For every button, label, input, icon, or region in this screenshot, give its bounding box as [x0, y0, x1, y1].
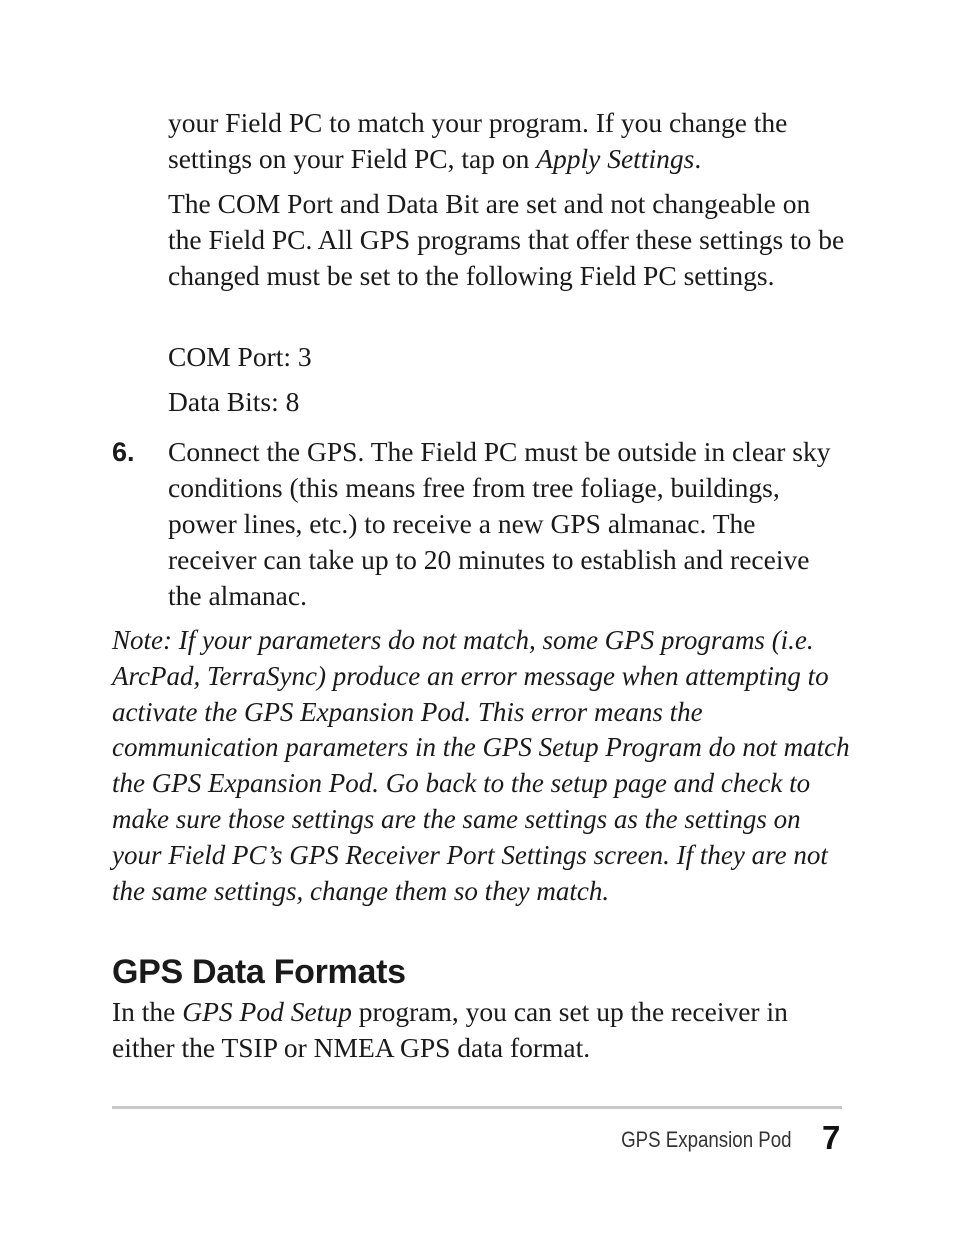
body-text: program, you can set up the receiver in either the TSIP or NMEA GPS data format.: [112, 996, 788, 1063]
paragraph-text: your Field PC to match your program. If you change the settings on your Field PC, tap on: [168, 107, 788, 174]
section-body: [112, 994, 852, 1066]
footer-divider: [112, 1106, 842, 1109]
setting-data-bits: [168, 384, 848, 420]
program-name-emphasis: GPS Pod Setup: [182, 996, 352, 1027]
body-text: In the: [112, 996, 183, 1027]
paragraph-text: The COM Port and Data Bit are set and not changeable on the Field PC. All GPS programs that offer these settings to be changed must be set to the following Field PC settings.: [168, 188, 845, 291]
footer-title: GPS Expansion Pod: [621, 1127, 792, 1152]
setting-text: COM Port: 3: [168, 341, 312, 372]
step-text: Connect the GPS. The Field PC must be outside in clear sky conditions (this means free from tree foliage, buildings, power lines, etc.) to receive a new GPS almanac. The receiver can take up to 20 minutes to establish and receive the almanac.: [168, 436, 831, 611]
paragraph-com-port-info: [168, 186, 848, 294]
setting-text: Data Bits: 8: [168, 386, 300, 417]
note-paragraph: Note: If your parameters do not match, some GPS programs (i.e. ArcPad, TerraSync) produce an error message when attempting to activate the GPS Expansion Pod. This error means the communication parameters in the GPS Setup Program do not match the GPS Expansion Pod. Go back to the setup page and check to make sure those settings are the same settings as the settings on your Field PC’s GPS Receiver Port Settings screen. If they are not the same settings, change them so they match.: [112, 625, 850, 906]
setting-com-port: [168, 339, 848, 375]
section-heading: GPS Data Formats: [112, 953, 406, 991]
apply-settings-emphasis: Apply Settings: [536, 143, 695, 174]
paragraph-period: .: [694, 143, 702, 174]
paragraph-apply-settings: [168, 105, 848, 177]
step-number: 6.: [112, 437, 135, 467]
page-number: 7: [822, 1119, 841, 1156]
